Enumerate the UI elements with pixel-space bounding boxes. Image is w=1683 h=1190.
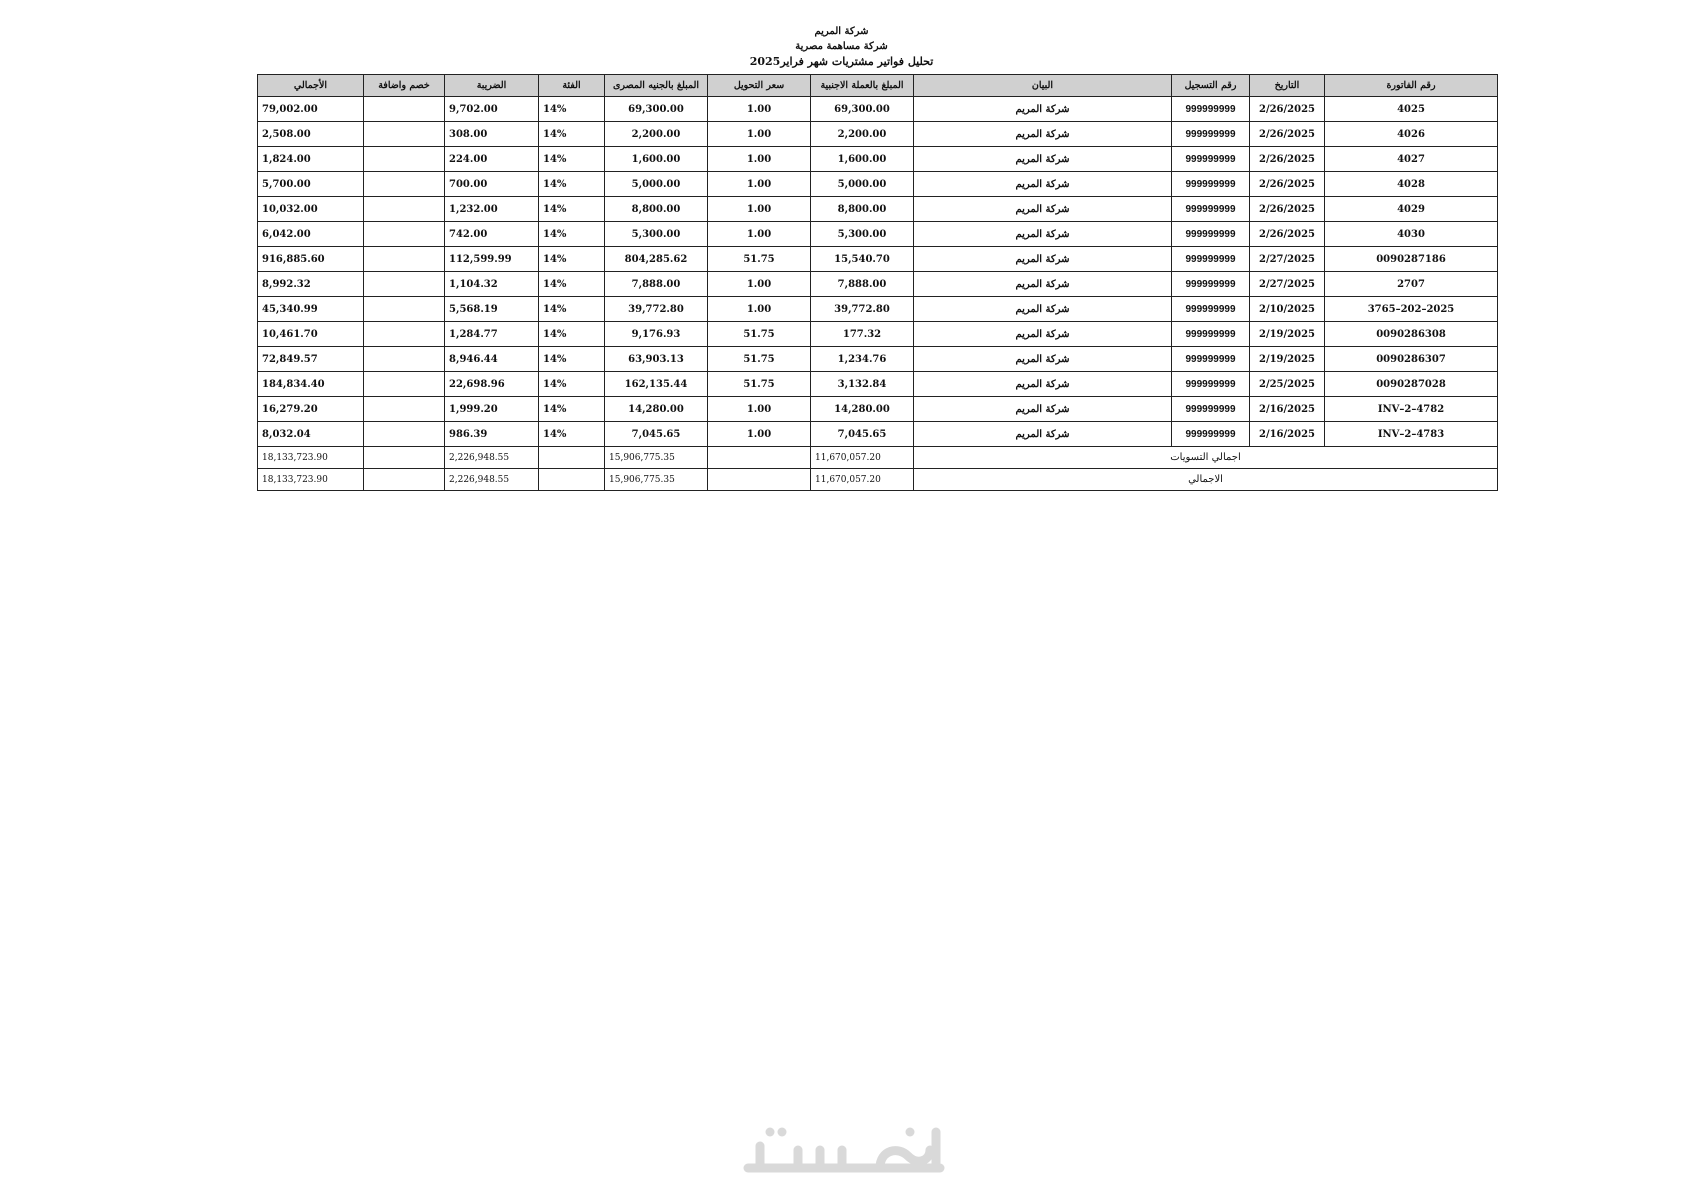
exchange-rate-total (708, 447, 811, 469)
tax-cell: 1,104.32 (445, 272, 539, 297)
rate-cell: 14% (539, 272, 605, 297)
exchange-rate-cell: 1.00 (708, 397, 811, 422)
statement-cell: شركة المريم (914, 122, 1172, 147)
total-cell: 6,042.00 (258, 222, 364, 247)
invoice-no-cell: 0090287028 (1325, 372, 1498, 397)
date-cell: 2/19/2025 (1250, 322, 1325, 347)
discount-cell (364, 222, 445, 247)
rate-cell: 14% (539, 422, 605, 447)
reg-no-cell: 999999999 (1172, 222, 1250, 247)
egp-amount-cell: 8,800.00 (605, 197, 708, 222)
egp-amount-cell: 1,600.00 (605, 147, 708, 172)
statement-cell: شركة المريم (914, 97, 1172, 122)
rate-cell: 14% (539, 322, 605, 347)
tax-cell: 8,946.44 (445, 347, 539, 372)
statement-cell: شركة المريم (914, 372, 1172, 397)
total-cell: 8,032.04 (258, 422, 364, 447)
grand-total: 18,133,723.90 (258, 469, 364, 491)
rate-cell: 14% (539, 347, 605, 372)
tax-cell: 5,568.19 (445, 297, 539, 322)
reg-no-cell: 999999999 (1172, 197, 1250, 222)
table-row (258, 97, 1498, 122)
statement-cell: شركة المريم (914, 172, 1172, 197)
statement-cell: شركة المريم (914, 347, 1172, 372)
foreign-amount-cell: 3,132.84 (811, 372, 914, 397)
date-cell: 2/10/2025 (1250, 297, 1325, 322)
rate-cell: 14% (539, 397, 605, 422)
rate-cell: 14% (539, 297, 605, 322)
invoice-no-cell: 2707 (1325, 272, 1498, 297)
total-cell: 10,461.70 (258, 322, 364, 347)
foreign-amount-cell: 39,772.80 (811, 297, 914, 322)
reg-no-cell: 999999999 (1172, 172, 1250, 197)
table-row (258, 397, 1498, 422)
total-cell: 184,834.40 (258, 372, 364, 397)
statement-cell: شركة المريم (914, 297, 1172, 322)
date-cell: 2/16/2025 (1250, 397, 1325, 422)
invoice-no-cell: INV–2–4783 (1325, 422, 1498, 447)
egp-amount-cell: 7,888.00 (605, 272, 708, 297)
discount-cell (364, 372, 445, 397)
date-cell: 2/26/2025 (1250, 97, 1325, 122)
discount-cell (364, 272, 445, 297)
exchange-rate-cell: 1.00 (708, 97, 811, 122)
invoice-no-cell: 4030 (1325, 222, 1498, 247)
table-row (258, 247, 1498, 272)
total-label: اجمالي التسويات (914, 447, 1498, 469)
tax-cell: 986.39 (445, 422, 539, 447)
discount-cell (364, 172, 445, 197)
rate-cell: 14% (539, 222, 605, 247)
foreign-amount-cell: 15,540.70 (811, 247, 914, 272)
rate-cell: 14% (539, 122, 605, 147)
invoice-no-cell: 0090286308 (1325, 322, 1498, 347)
invoice-no-cell: 0090286307 (1325, 347, 1498, 372)
discount-total (364, 469, 445, 491)
tax-cell: 1,999.20 (445, 397, 539, 422)
discount-cell (364, 422, 445, 447)
exchange-rate-cell: 1.00 (708, 222, 811, 247)
egp-amount-cell: 5,000.00 (605, 172, 708, 197)
tax-cell: 308.00 (445, 122, 539, 147)
tax-total: 2,226,948.55 (445, 469, 539, 491)
total-cell: 79,002.00 (258, 97, 364, 122)
discount-cell (364, 397, 445, 422)
egp-amount-cell: 804,285.62 (605, 247, 708, 272)
total-cell: 1,824.00 (258, 147, 364, 172)
col-header-total: الأجمالي (258, 75, 364, 97)
foreign-amount-cell: 7,045.65 (811, 422, 914, 447)
statement-cell: شركة المريم (914, 247, 1172, 272)
total-cell: 45,340.99 (258, 297, 364, 322)
discount-cell (364, 197, 445, 222)
egp-amount-cell: 9,176.93 (605, 322, 708, 347)
statement-cell: شركة المريم (914, 147, 1172, 172)
col-header-rate: الفئة (539, 75, 605, 97)
date-cell: 2/26/2025 (1250, 122, 1325, 147)
foreign-amount-cell: 7,888.00 (811, 272, 914, 297)
egp-amount-cell: 14,280.00 (605, 397, 708, 422)
total-cell: 5,700.00 (258, 172, 364, 197)
statement-cell: شركة المريم (914, 222, 1172, 247)
reg-no-cell: 999999999 (1172, 147, 1250, 172)
foreign-amount-cell: 2,200.00 (811, 122, 914, 147)
invoice-no-cell: 4027 (1325, 147, 1498, 172)
egp-amount-cell: 162,135.44 (605, 372, 708, 397)
total-cell: 916,885.60 (258, 247, 364, 272)
col-header-date: التاريخ (1250, 75, 1325, 97)
rate-total (539, 447, 605, 469)
exchange-rate-cell: 1.00 (708, 122, 811, 147)
tax-total: 2,226,948.55 (445, 447, 539, 469)
foreign-amount-cell: 1,234.76 (811, 347, 914, 372)
discount-cell (364, 147, 445, 172)
exchange-rate-cell: 1.00 (708, 422, 811, 447)
col-header-exchange-rate: سعر التحويل (708, 75, 811, 97)
foreign-amount-cell: 69,300.00 (811, 97, 914, 122)
invoice-no-cell: 4025 (1325, 97, 1498, 122)
statement-cell: شركة المريم (914, 272, 1172, 297)
reg-no-cell: 999999999 (1172, 322, 1250, 347)
foreign-amount-total: 11,670,057.20 (811, 447, 914, 469)
grand-total: 18,133,723.90 (258, 447, 364, 469)
tax-cell: 9,702.00 (445, 97, 539, 122)
date-cell: 2/25/2025 (1250, 372, 1325, 397)
reg-no-cell: 999999999 (1172, 272, 1250, 297)
tax-cell: 112,599.99 (445, 247, 539, 272)
total-label: الاجمالي (914, 469, 1498, 491)
col-header-discount: خصم واضافة (364, 75, 445, 97)
col-header-egp-amount: المبلغ بالجنيه المصرى (605, 75, 708, 97)
report-header (0, 24, 1683, 69)
statement-cell: شركة المريم (914, 397, 1172, 422)
table-row (258, 347, 1498, 372)
table-row (258, 272, 1498, 297)
exchange-rate-cell: 1.00 (708, 272, 811, 297)
date-cell: 2/26/2025 (1250, 222, 1325, 247)
total-cell: 2,508.00 (258, 122, 364, 147)
egp-amount-cell: 2,200.00 (605, 122, 708, 147)
invoice-no-cell: 4028 (1325, 172, 1498, 197)
date-cell: 2/16/2025 (1250, 422, 1325, 447)
reg-no-cell: 999999999 (1172, 297, 1250, 322)
discount-cell (364, 297, 445, 322)
exchange-rate-total (708, 469, 811, 491)
col-header-tax: الضريبة (445, 75, 539, 97)
rate-cell: 14% (539, 97, 605, 122)
date-cell: 2/19/2025 (1250, 347, 1325, 372)
table-row (258, 372, 1498, 397)
company-name: شركة المريم (814, 26, 869, 37)
foreign-amount-cell: 1,600.00 (811, 147, 914, 172)
purchase-invoices-table (257, 74, 1498, 491)
reg-no-cell: 999999999 (1172, 247, 1250, 272)
foreign-amount-cell: 8,800.00 (811, 197, 914, 222)
date-cell: 2/26/2025 (1250, 147, 1325, 172)
discount-cell (364, 347, 445, 372)
col-header-reg-no: رقم التسجيل (1172, 75, 1250, 97)
col-header-statement: البيان (914, 75, 1172, 97)
rate-cell: 14% (539, 147, 605, 172)
statement-cell: شركة المريم (914, 422, 1172, 447)
rate-total (539, 469, 605, 491)
table-row (258, 222, 1498, 247)
total-cell: 10,032.00 (258, 197, 364, 222)
egp-amount-cell: 63,903.13 (605, 347, 708, 372)
tax-cell: 742.00 (445, 222, 539, 247)
statement-cell: شركة المريم (914, 322, 1172, 347)
tax-cell: 1,284.77 (445, 322, 539, 347)
report-title: تحليل فواتير مشتريات شهر فراير2025 (749, 55, 934, 68)
col-header-foreign-amount: المبلغ بالعملة الاجنبية (811, 75, 914, 97)
egp-amount-total: 15,906,775.35 (605, 469, 708, 491)
table-row (258, 172, 1498, 197)
exchange-rate-cell: 51.75 (708, 247, 811, 272)
rate-cell: 14% (539, 172, 605, 197)
table-row (258, 122, 1498, 147)
foreign-amount-total: 11,670,057.20 (811, 469, 914, 491)
table-row (258, 197, 1498, 222)
discount-cell (364, 97, 445, 122)
reg-no-cell: 999999999 (1172, 122, 1250, 147)
reg-no-cell: 999999999 (1172, 422, 1250, 447)
rate-cell: 14% (539, 197, 605, 222)
foreign-amount-cell: 177.32 (811, 322, 914, 347)
tax-cell: 1,232.00 (445, 197, 539, 222)
statement-cell: شركة المريم (914, 197, 1172, 222)
total-cell: 72,849.57 (258, 347, 364, 372)
exchange-rate-cell: 1.00 (708, 297, 811, 322)
date-cell: 2/27/2025 (1250, 247, 1325, 272)
tax-cell: 700.00 (445, 172, 539, 197)
invoice-no-cell: 4029 (1325, 197, 1498, 222)
table-row (258, 322, 1498, 347)
exchange-rate-cell: 1.00 (708, 197, 811, 222)
invoice-no-cell: INV–2–4782 (1325, 397, 1498, 422)
egp-amount-cell: 69,300.00 (605, 97, 708, 122)
rate-cell: 14% (539, 247, 605, 272)
discount-cell (364, 322, 445, 347)
foreign-amount-cell: 14,280.00 (811, 397, 914, 422)
exchange-rate-cell: 51.75 (708, 372, 811, 397)
foreign-amount-cell: 5,000.00 (811, 172, 914, 197)
total-cell: 16,279.20 (258, 397, 364, 422)
table-row (258, 297, 1498, 322)
egp-amount-cell: 5,300.00 (605, 222, 708, 247)
invoice-no-cell: 4026 (1325, 122, 1498, 147)
discount-cell (364, 122, 445, 147)
date-cell: 2/26/2025 (1250, 172, 1325, 197)
tax-cell: 224.00 (445, 147, 539, 172)
exchange-rate-cell: 51.75 (708, 347, 811, 372)
exchange-rate-cell: 1.00 (708, 147, 811, 172)
date-cell: 2/27/2025 (1250, 272, 1325, 297)
exchange-rate-cell: 1.00 (708, 172, 811, 197)
egp-amount-cell: 7,045.65 (605, 422, 708, 447)
rate-cell: 14% (539, 372, 605, 397)
total-cell: 8,992.32 (258, 272, 364, 297)
date-cell: 2/26/2025 (1250, 197, 1325, 222)
egp-amount-total: 15,906,775.35 (605, 447, 708, 469)
reg-no-cell: 999999999 (1172, 97, 1250, 122)
reg-no-cell: 999999999 (1172, 372, 1250, 397)
invoice-no-cell: 0090287186 (1325, 247, 1498, 272)
discount-total (364, 447, 445, 469)
adjustments-total-row (258, 447, 1498, 469)
col-header-invoice-no: رقم الفاتورة (1325, 75, 1498, 97)
exchange-rate-cell: 51.75 (708, 322, 811, 347)
company-type: شركة مساهمة مصرية (795, 41, 888, 52)
reg-no-cell: 999999999 (1172, 397, 1250, 422)
tax-cell: 22,698.96 (445, 372, 539, 397)
khamsat-watermark-logo (740, 1120, 950, 1184)
foreign-amount-cell: 5,300.00 (811, 222, 914, 247)
reg-no-cell: 999999999 (1172, 347, 1250, 372)
table-row (258, 147, 1498, 172)
discount-cell (364, 247, 445, 272)
invoice-no-cell: 2025–202–3765 (1325, 297, 1498, 322)
invoice-rows (258, 97, 1498, 491)
overall-total-row (258, 469, 1498, 491)
egp-amount-cell: 39,772.80 (605, 297, 708, 322)
table-header-row (258, 75, 1498, 97)
table-row (258, 422, 1498, 447)
